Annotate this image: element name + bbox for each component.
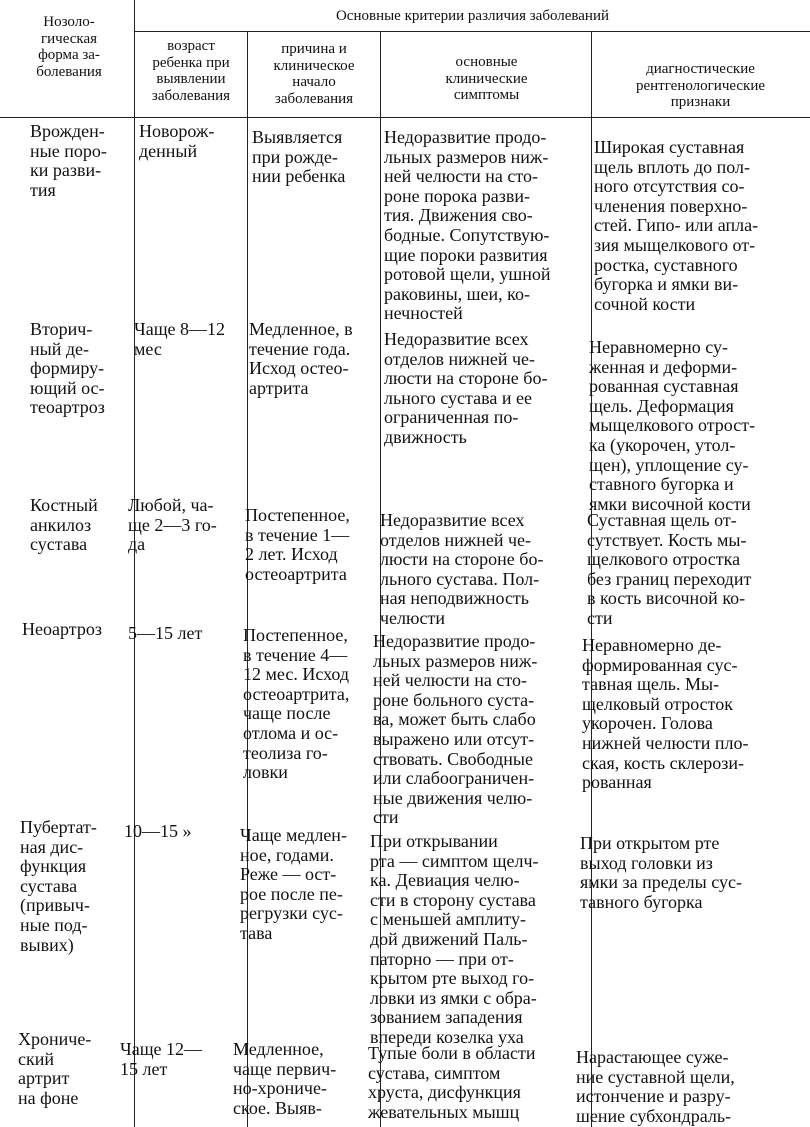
row-cause: Чаще медлен- ное, годами. Реже — ост- рое после пе- регрузки сус- тава — [240, 825, 347, 943]
header-col-symptoms: основные клинические симптомы — [445, 54, 528, 103]
row-age: Любой, ча- ще 2—3 го- да — [128, 495, 217, 555]
header-col-cause: причина и клиническое начало заболевания — [273, 41, 355, 107]
row-symptoms: При открывании рта — симптом щелч- ка. Девиация челю- сти в сторону сустава с меньшей амплиту- дой движений Паль- паторно — при от- крытом рте выход го- ловки из ямки с обра- зованием западения впереди козелка уха — [370, 831, 539, 1047]
row-age: Чаще 8—12 мес — [134, 319, 226, 359]
row-symptoms: Недоразвитие продо- льных размеров ниж- ней челюсти на сто- роне порока разви- тия. Движения сво- бодные. Сопутствую- щие пороки развития ротовой щели, ушной раковины, шеи, ко- нечностей — [384, 127, 551, 324]
row-xray: При открытом рте выход головки из ямки за пределы сус- тавного бугорка — [580, 833, 742, 912]
row-xray: Неравномерно су- женная и деформи- рованная суставная щель. Деформация мыщелкового отрост- ка (укорочен, утол- щен), уплощение су- ставного бугорка и ямки височной кости — [589, 337, 756, 514]
header-nosology: Нозоло- гическая форма за- болевания — [36, 14, 102, 80]
row-cause: Постепенное, в течение 4— 12 мес. Исход остеоартрита, чаще после отлома и ос- теолиза го- ловки — [243, 625, 350, 783]
col-divider-1 — [134, 0, 135, 1127]
header-main-criteria: Основные критерии различия заболеваний — [335, 8, 610, 24]
row-xray: Нарастающее суже- ние суставной щели, истончение и разру- шение субхондраль- — [576, 1047, 735, 1126]
row-age: 5—15 лет — [128, 623, 203, 643]
row-name: Вторич- ный де- формиру- ющий ос- теоартроз — [30, 319, 105, 418]
row-name: Неоартроз — [22, 619, 102, 639]
header-col-age: возраст ребенка при выявлении заболевания — [151, 38, 231, 104]
row-name: Врожден- ные поро- ки разви- тия — [30, 121, 107, 200]
header-bottom-border — [0, 117, 810, 118]
row-age: Новорож- денный — [139, 121, 215, 161]
row-xray: Широкая суставная щель вплоть до пол- ного отсутствия со- членения поверхно- стей. Гипо- или апла- зия мыщелкового от- ростка, суставного бугорка и ямки ви- сочной кости — [594, 137, 759, 314]
row-name: Костный анкилоз сустава — [30, 495, 98, 555]
row-cause: Медленное, чаще первич- но-хрониче- ское. Выяв- — [233, 1039, 337, 1118]
row-name: Пубертат- ная дис- функция сустава (привыч- ные под- вывих) — [20, 817, 97, 955]
row-symptoms: Недоразвитие всех отделов нижней че- люсти на стороне бо- льного сустава и ее ограниченная по- движность — [384, 329, 548, 447]
row-symptoms: Недоразвитие всех отделов нижней че- люсти на стороне бо- льного сустава. Пол- ная неподвижность челюсти — [380, 510, 544, 628]
row-name: Хрониче- ский артрит на фоне — [18, 1029, 92, 1108]
row-symptoms: Недоразвитие продо- льных размеров ниж- ней челюсти на сто- роне больного суста- ва, может быть слабо выражено или отсут- ствовать. Свободные или слабоограничен- ные движения челю- сти — [373, 631, 538, 828]
row-age: Чаще 12— 15 лет — [120, 1039, 203, 1079]
row-cause: Выявляется при рожде- нии ребенка — [252, 127, 346, 187]
row-age: 10—15 » — [124, 821, 192, 841]
row-cause: Медленное, в течение года. Исход остео- артрита — [249, 319, 353, 398]
header-col-xray: диагностические рентгенологические признаки — [635, 61, 766, 110]
row-xray: Неравномерно де- формированная сус- тавная щель. Мы- щелковый отросток укорочен. Голова нижней челюсти пло- ская, кость склерози- рованная — [582, 635, 749, 793]
row-xray: Суставная щель от- сутствует. Кость мы- щелкового отростка без границ переходит в кость височной ко- сти — [587, 510, 752, 628]
header-top-divider — [135, 31, 810, 32]
row-cause: Постепенное, в течение 1— 2 лет. Исход остеоартрита — [245, 505, 350, 584]
row-symptoms: Тупые боли в области сустава, симптом хруста, дисфункция жевательных мышц — [368, 1043, 536, 1122]
